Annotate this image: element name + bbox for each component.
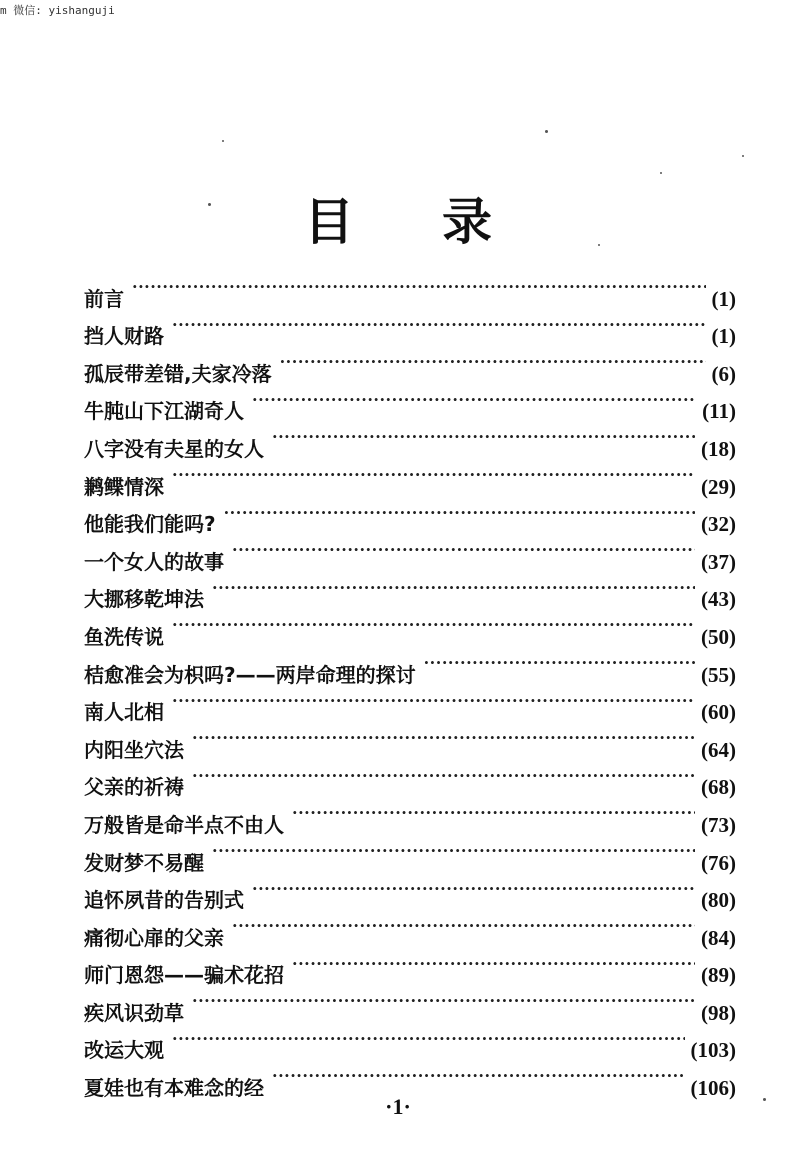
toc-dot-leader xyxy=(292,945,695,983)
toc-dot-leader xyxy=(280,343,706,381)
toc-entry xyxy=(84,494,736,537)
toc-entry-page: (89) xyxy=(701,963,736,988)
toc-dot-leader xyxy=(252,870,695,908)
toc-entry xyxy=(84,606,736,649)
toc-entry-page: (68) xyxy=(701,775,736,800)
toc-entry-title: 师门恩怨——骗术花招 xyxy=(84,963,284,988)
toc-entry-page: (64) xyxy=(701,737,736,762)
toc-entry xyxy=(84,268,736,311)
toc-entry-title: 前言 xyxy=(84,286,124,311)
toc-dot-leader xyxy=(424,644,695,682)
toc-entry-page: (29) xyxy=(701,474,736,499)
toc-entry-title: 痛彻心扉的父亲 xyxy=(84,925,224,950)
toc-dot-leader xyxy=(272,418,695,456)
toc-entry-title: 鱼洗传说 xyxy=(84,624,164,649)
scan-speck xyxy=(222,140,224,142)
toc-dot-leader xyxy=(252,381,696,419)
scan-speck xyxy=(742,155,744,157)
toc-entry-page: (32) xyxy=(701,512,736,537)
toc-entry-title: 改运大观 xyxy=(84,1038,164,1063)
toc-dot-leader xyxy=(212,832,695,870)
watermark-text: m 微信: yishanguji xyxy=(0,4,115,17)
toc-entry xyxy=(84,306,736,349)
toc-entry-page: (1) xyxy=(711,324,736,349)
toc-entry-title: 大挪移乾坤法 xyxy=(84,587,204,612)
page-title: 目录 xyxy=(304,192,580,251)
toc-entry-title: 桔愈准会为枳吗?——两岸命理的探讨 xyxy=(84,662,416,687)
toc-dot-leader xyxy=(192,757,695,795)
toc-entry-title: 八字没有夫星的女人 xyxy=(84,436,264,461)
toc-entry-page: (1) xyxy=(711,286,736,311)
toc-entry-title: 挡人财路 xyxy=(84,324,164,349)
toc-dot-leader xyxy=(292,794,695,832)
page-number: ·1· xyxy=(385,1094,411,1119)
toc-dot-leader xyxy=(224,494,695,532)
toc-entry-page: (98) xyxy=(701,1000,736,1025)
toc-entry xyxy=(84,644,736,687)
toc-entry-page: (103) xyxy=(690,1038,736,1063)
toc-entry-title: 牛肫山下江湖奇人 xyxy=(84,399,244,424)
scan-speck xyxy=(545,130,548,133)
toc-entry-title: 万般皆是命半点不由人 xyxy=(84,812,284,837)
toc-dot-leader xyxy=(232,531,695,569)
toc-entry-page: (80) xyxy=(701,888,736,913)
toc-entry-title: 疾风识劲草 xyxy=(84,1000,184,1025)
toc-entry-title: 他能我们能吗? xyxy=(84,512,216,537)
toc-entry-page: (73) xyxy=(701,812,736,837)
toc-entry-page: (37) xyxy=(701,549,736,574)
toc-entry-page: (76) xyxy=(701,850,736,875)
toc-entry-page: (60) xyxy=(701,700,736,725)
scan-speck xyxy=(660,172,662,174)
toc-entry xyxy=(84,456,736,499)
toc-entry-title: 南人北相 xyxy=(84,700,164,725)
toc-dot-leader xyxy=(172,306,706,344)
table-of-contents xyxy=(84,268,736,1101)
toc-entry-title: 夏娃也有本难念的经 xyxy=(84,1076,264,1101)
toc-entry-title: 孤辰带差错,夫家冷落 xyxy=(84,361,272,386)
toc-entry xyxy=(84,1020,736,1063)
toc-entry-title: 父亲的祈祷 xyxy=(84,775,184,800)
toc-entry xyxy=(84,343,736,386)
toc-entry-title: 追怀夙昔的告别式 xyxy=(84,888,244,913)
toc-entry-title: 一个女人的故事 xyxy=(84,549,224,574)
toc-dot-leader xyxy=(192,982,695,1020)
toc-entry-title: 鹣鲽情深 xyxy=(84,474,164,499)
toc-dot-leader xyxy=(172,606,695,644)
toc-entry-title: 发财梦不易醒 xyxy=(84,850,204,875)
toc-dot-leader xyxy=(132,268,706,306)
toc-entry-page: (18) xyxy=(701,436,736,461)
toc-entry xyxy=(84,1057,736,1101)
toc-dot-leader xyxy=(212,569,695,607)
toc-entry-page: (11) xyxy=(702,399,736,424)
toc-entry-page: (55) xyxy=(701,662,736,687)
toc-entry-page: (106) xyxy=(690,1076,736,1101)
toc-dot-leader xyxy=(272,1057,685,1095)
toc-entry-page: (84) xyxy=(701,925,736,950)
toc-dot-leader xyxy=(192,719,695,757)
toc-entry-page: (6) xyxy=(711,361,736,386)
toc-entry xyxy=(84,719,736,762)
toc-dot-leader xyxy=(172,682,695,720)
toc-entry-page: (50) xyxy=(701,624,736,649)
toc-dot-leader xyxy=(172,456,695,494)
toc-dot-leader xyxy=(172,1020,685,1058)
toc-dot-leader xyxy=(232,907,695,945)
toc-entry-page: (43) xyxy=(701,587,736,612)
toc-entry-title: 内阳坐穴法 xyxy=(84,737,184,762)
toc-entry xyxy=(84,682,736,725)
